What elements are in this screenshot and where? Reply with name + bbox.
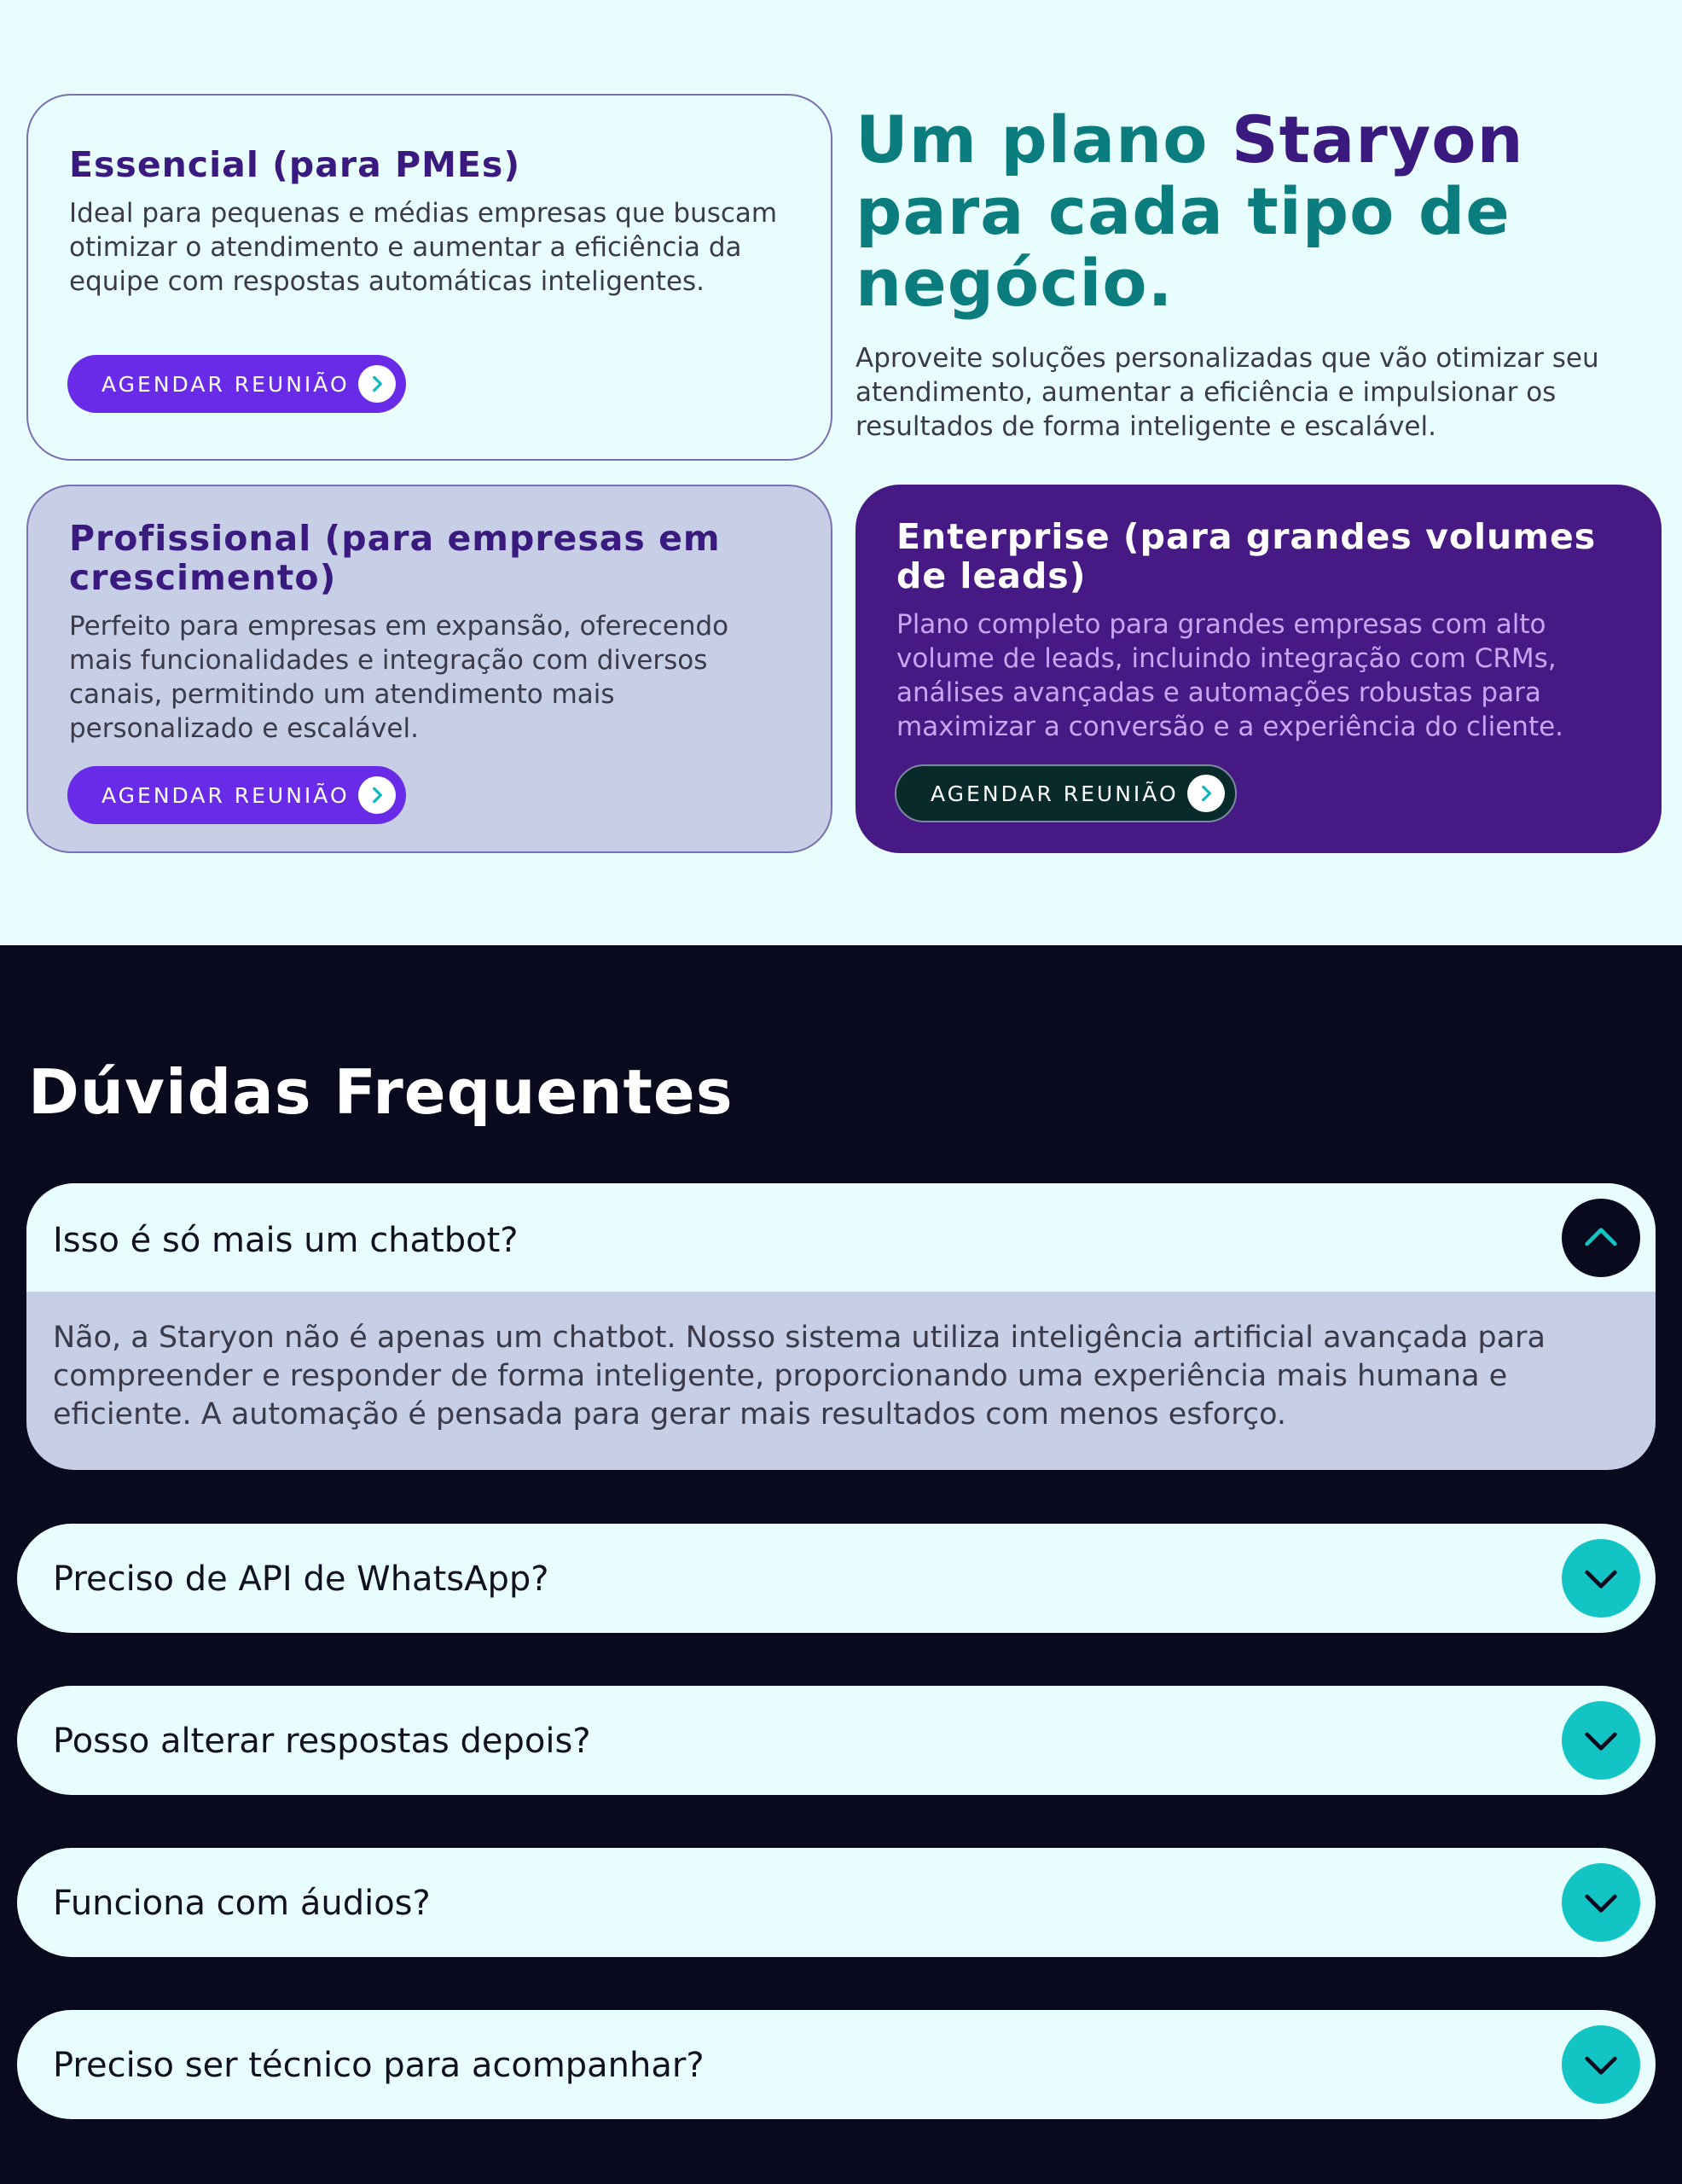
plans-section	[0, 0, 1682, 945]
plans-intro: Aproveite soluções personalizadas que vão otimizar seu atendimento, aumentar a eficiência e impulsionar os resultados de forma inteligente e escalável.	[856, 343, 1599, 442]
faq-question: Preciso ser técnico para acompanhar?	[53, 2046, 705, 2085]
faq-question: Isso é só mais um chatbot?	[53, 1221, 519, 1260]
plan-description: Perfeito para empresas em expansão, oferecendo mais funcionalidades e integração com diversos canais, permitindo um atendimento mais personalizado e escalável.	[69, 611, 729, 744]
button-label: AGENDAR REUNIÃO	[102, 371, 350, 397]
faq-item[interactable]	[17, 1686, 1656, 1795]
plan-description: Plano completo para grandes empresas com alto volume de leads, incluindo integração com CRMs, análises avançadas e automações robustas para maximizar a conversão e a experiência do cliente.	[896, 609, 1564, 742]
plan-card-profissional	[26, 485, 832, 853]
faq-item[interactable]	[17, 2010, 1656, 2119]
faq-question-header[interactable]	[26, 1183, 1656, 1292]
schedule-meeting-button[interactable]	[895, 764, 1237, 822]
chevron-down-icon[interactable]	[1562, 1701, 1640, 1780]
faq-section	[0, 945, 1682, 2184]
button-label: AGENDAR REUNIÃO	[931, 781, 1179, 806]
faq-question: Preciso de API de WhatsApp?	[53, 1560, 549, 1599]
plans-headline	[856, 104, 1657, 444]
plan-title: Enterprise (para grandes volumes de leads)	[896, 516, 1597, 596]
faq-item-expanded	[26, 1183, 1656, 1470]
faq-item[interactable]	[17, 1848, 1656, 1957]
page-title: Um plano Staryon para cada tipo de negócio.	[856, 102, 1524, 321]
plan-title: Essencial (para PMEs)	[69, 144, 521, 185]
faq-question: Posso alterar respostas depois?	[53, 1722, 591, 1761]
chevron-down-icon[interactable]	[1562, 2025, 1640, 2104]
plan-card-essencial	[26, 94, 832, 461]
chevron-right-icon	[358, 776, 396, 814]
chevron-down-icon[interactable]	[1562, 1863, 1640, 1942]
plan-description: Ideal para pequenas e médias empresas que buscam otimizar o atendimento e aumentar a eficiência da equipe com respostas automáticas inteligentes.	[69, 198, 778, 297]
chevron-right-icon	[1187, 775, 1225, 812]
chevron-down-icon[interactable]	[1562, 1539, 1640, 1618]
schedule-meeting-button[interactable]	[67, 766, 406, 824]
plan-title: Profissional (para empresas em crescimento)	[69, 518, 721, 598]
faq-answer: Não, a Staryon não é apenas um chatbot. Nosso sistema utiliza inteligência artificial avançada para compreender e responder de forma inteligente, proporcionando uma experiência mais humana e eficiente. A automação é pensada para gerar mais resultados com menos esforço.	[53, 1321, 1546, 1432]
faq-item[interactable]	[17, 1524, 1656, 1633]
button-label: AGENDAR REUNIÃO	[102, 782, 350, 808]
brand-name: Staryon	[1231, 102, 1524, 177]
faq-title: Dúvidas Frequentes	[28, 1056, 734, 1128]
schedule-meeting-button[interactable]	[67, 355, 406, 413]
chevron-right-icon	[358, 365, 396, 403]
chevron-up-icon[interactable]	[1562, 1199, 1640, 1277]
plan-card-enterprise	[856, 485, 1662, 853]
faq-question: Funciona com áudios?	[53, 1884, 431, 1923]
